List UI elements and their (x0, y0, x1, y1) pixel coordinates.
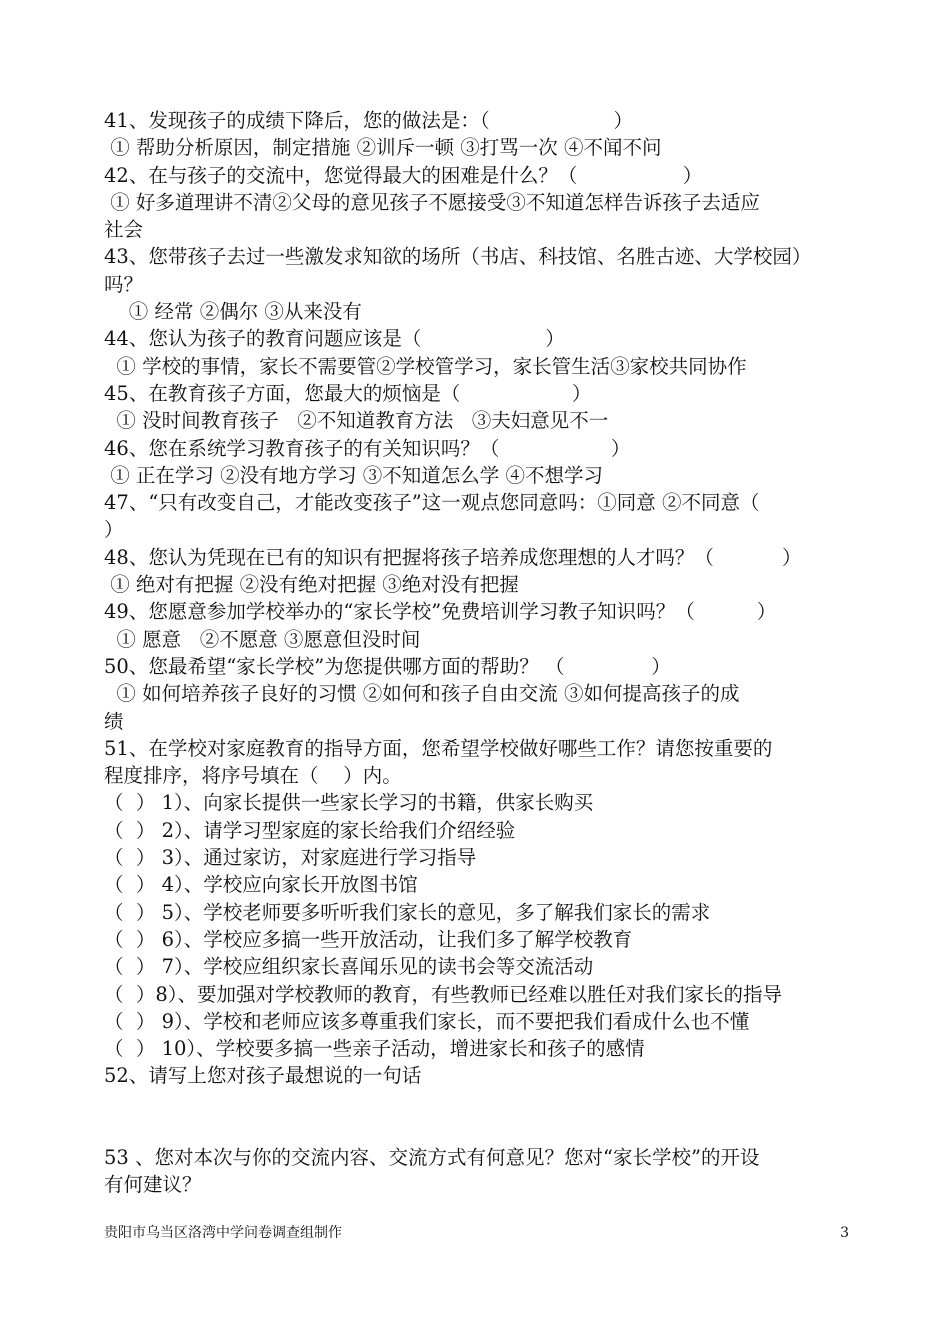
text-line: 51、在学校对家庭教育的指导方面，您希望学校做好哪些工作？请您按重要的 (104, 736, 773, 760)
text-line: 程度排序，将序号填在（ ）内。 (104, 764, 402, 788)
text-line: ） (104, 518, 124, 542)
text-line: （ ） 3）、通过家访，对家庭进行学习指导 (104, 846, 477, 870)
text-line: ① 好多道理讲不清②父母的意见孩子不愿接受③不知道怎样告诉孩子去适应 (104, 190, 760, 214)
text-line: 53 、您对本次与你的交流内容、交流方式有何意见？您对“家长学校”的开设 (104, 1145, 760, 1169)
text-line: 41、发现孩子的成绩下降后，您的做法是：（ ） (104, 109, 634, 132)
text-line: ① 没时间教育孩子 ②不知道教育方法 ③夫妇意见不一 (104, 409, 609, 433)
text-line: （ ） 5）、学校老师要多听听我们家长的意见，多了解我们家长的需求 (104, 900, 711, 924)
text-line: （ ） 10）、学校要多搞一些亲子活动，增进家长和孩子的感情 (104, 1037, 645, 1061)
footer-source: 贵阳市乌当区洛湾中学问卷调查组制作 (104, 1225, 342, 1241)
question-lines (104, 107, 854, 1090)
text-line: 43、您带孩子去过一些激发求知欲的场所（书店、科技馆、名胜古迹、大学校园） (104, 245, 812, 269)
page-content (104, 107, 854, 1198)
text-line: 48、您认为凭现在已有的知识有把握将孩子培养成您理想的人才吗？（ ） (104, 545, 802, 569)
text-line: 42、在与孩子的交流中，您觉得最大的困难是什么？（ ） (104, 163, 703, 187)
text-line: （ ） 9）、学校和老师应该多尊重我们家长，而不要把我们看成什么也不懂 (104, 1009, 750, 1033)
text-line: （ ） 2）、请学习型家庭的家长给我们介绍经验 (104, 818, 516, 842)
text-line: 有何建议？ (104, 1172, 202, 1196)
text-line: 社会 (104, 218, 144, 242)
text-line: 45、在教育孩子方面，您最大的烦恼是（ ） (104, 381, 592, 405)
text-line: 吗？ (104, 272, 144, 296)
text-line: （ ） 4）、学校应向家长开放图书馆 (104, 873, 418, 897)
text-line: ① 正在学习 ②没有地方学习 ③不知道怎么学 ④不想学习 (104, 463, 603, 487)
text-line: 46、您在系统学习教育孩子的有关知识吗？（ ） (104, 436, 631, 460)
text-line: 49、您愿意参加学校举办的“家长学校”免费培训学习教子知识吗？（ ） (104, 600, 777, 624)
text-line: ① 帮助分析原因，制定措施 ②训斥一顿 ③打骂一次 ④不闻不问 (104, 136, 662, 160)
text-line: （ ）8）、要加强对学校教师的教育，有些教师已经难以胜任对我们家长的指导 (104, 982, 783, 1006)
page-number: 3 (840, 1225, 849, 1241)
answer-space (104, 1090, 854, 1144)
text-line: 52、请写上您对孩子最想说的一句话 (104, 1064, 422, 1088)
text-line: ① 学校的事情，家长不需要管②学校管学习，家长管生活③家校共同协作 (104, 354, 747, 378)
text-line: （ ） 1）、向家长提供一些家长学习的书籍，供家长购买 (104, 791, 594, 815)
text-line: （ ） 6）、学校应多搞一些开放活动，让我们多了解学校教育 (104, 927, 633, 951)
text-line: 44、您认为孩子的教育问题应该是（ ） (104, 327, 565, 351)
text-line: ① 经常 ②偶尔 ③从来没有 (104, 300, 362, 324)
text-line: 47、“只有改变自己，才能改变孩子”这一观点您同意吗：①同意 ②不同意（ (104, 491, 760, 515)
text-line: ① 绝对有把握 ②没有绝对把握 ③绝对没有把握 (104, 573, 519, 597)
question-lines-after-gap (104, 1144, 854, 1199)
text-line: ① 愿意 ②不愿意 ③愿意但没时间 (104, 627, 421, 651)
text-line: （ ） 7）、学校应组织家长喜闻乐见的读书会等交流活动 (104, 955, 594, 979)
text-line: ① 如何培养孩子良好的习惯 ②如何和孩子自由交流 ③如何提高孩子的成 (104, 682, 740, 706)
text-line: 绩 (104, 709, 124, 733)
text-line: 50、您最希望“家长学校”为您提供哪方面的帮助？ （ ） (104, 654, 671, 678)
